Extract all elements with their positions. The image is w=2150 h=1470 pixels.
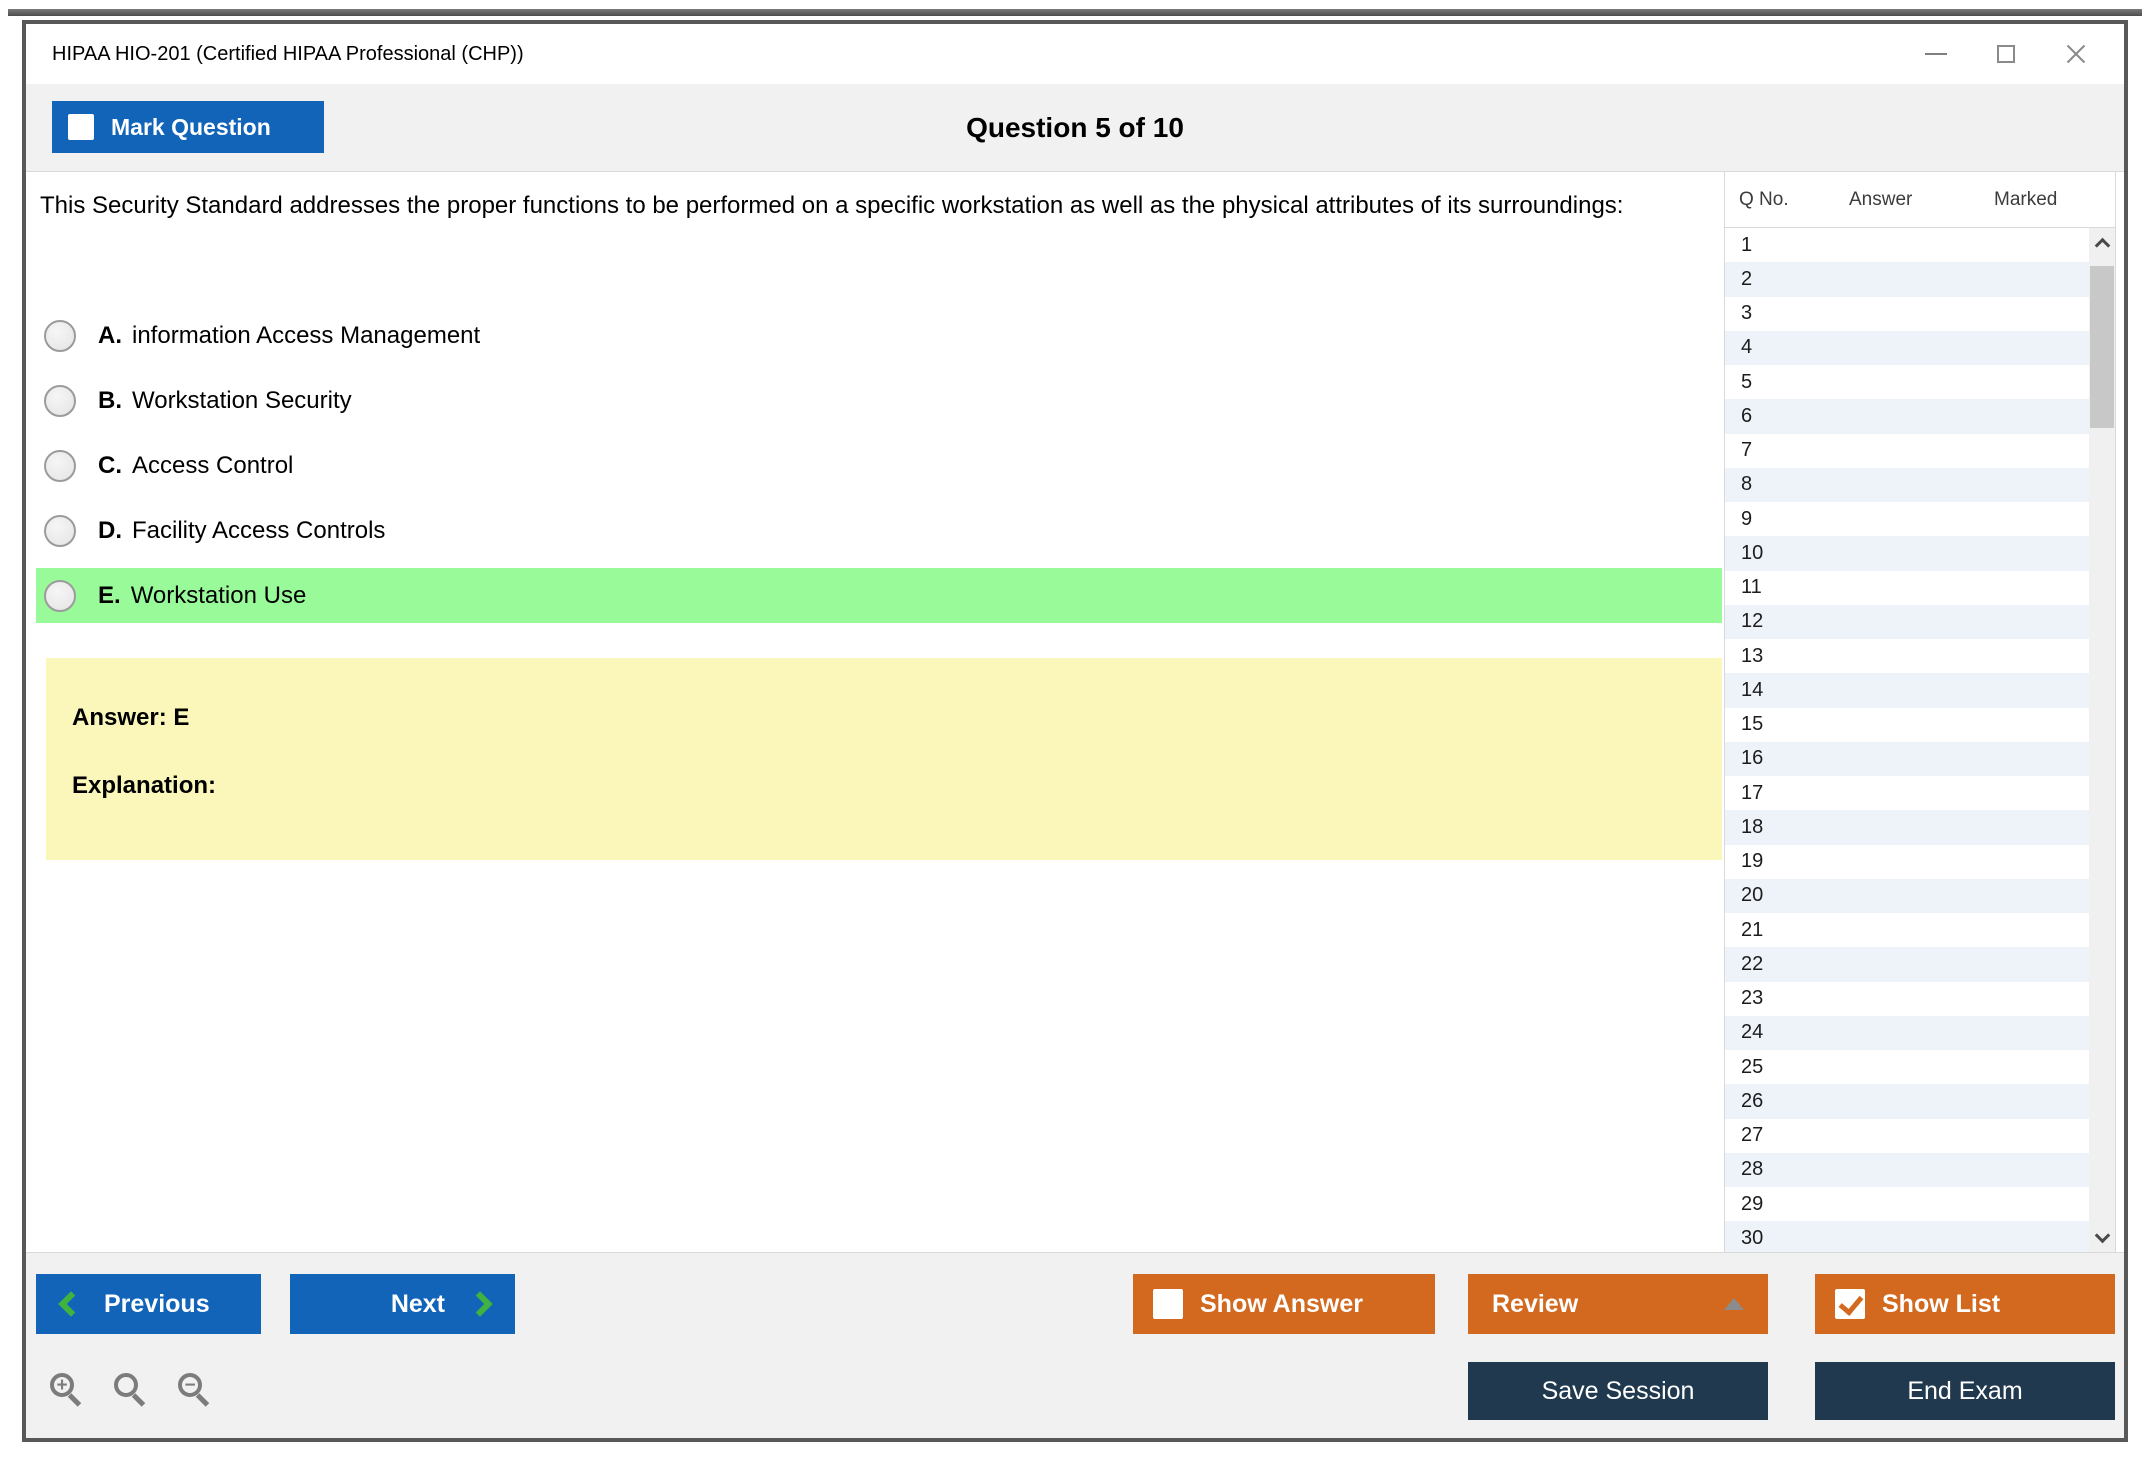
row-question-number: 29: [1741, 1192, 1764, 1215]
option-row[interactable]: [36, 373, 1722, 428]
row-question-number: 18: [1741, 815, 1764, 838]
next-label: Next: [390, 1289, 445, 1318]
option-letter: D.: [98, 516, 122, 544]
radio-icon[interactable]: [44, 580, 76, 612]
column-marked: Marked: [1994, 188, 2058, 210]
review-button[interactable]: [1468, 1274, 1768, 1334]
question-text: This Security Standard addresses the proper functions to be performed on a specific workstation as well as the physical attributes of its surroundings:: [40, 192, 1624, 219]
row-question-number: 13: [1741, 644, 1764, 667]
question-counter: Question 5 of 10: [966, 112, 1184, 143]
question-list-row[interactable]: [1725, 708, 2089, 742]
footer-bar: [26, 1252, 2124, 1438]
scroll-down-button[interactable]: [2089, 1222, 2115, 1252]
option-text: Workstation Use: [130, 581, 307, 609]
question-list-row[interactable]: [1725, 468, 2089, 502]
list-scrollbar[interactable]: [2089, 228, 2115, 1252]
row-question-number: 7: [1741, 439, 1753, 462]
row-question-number: 19: [1741, 850, 1764, 873]
row-question-number: 6: [1741, 404, 1753, 427]
title-bar: [26, 24, 2124, 84]
zoom-in-handle: [68, 1393, 81, 1406]
question-list-header: [1725, 172, 2115, 228]
background-window-edge: [8, 9, 2142, 16]
row-question-number: 5: [1741, 370, 1753, 393]
option-row[interactable]: [36, 568, 1722, 623]
header-band: [26, 84, 2124, 172]
column-answer: Answer: [1849, 188, 1913, 210]
column-q-no: Q No.: [1739, 188, 1789, 210]
row-question-number: 9: [1741, 507, 1753, 530]
question-list-row[interactable]: [1725, 571, 2089, 605]
question-list-row[interactable]: [1725, 365, 2089, 399]
row-question-number: 15: [1741, 713, 1764, 736]
chevron-left-icon: [58, 1291, 83, 1316]
option-row[interactable]: [36, 503, 1722, 558]
question-list-row[interactable]: [1725, 1050, 2089, 1084]
row-question-number: 26: [1741, 1089, 1764, 1112]
maximize-button[interactable]: [1994, 42, 2018, 66]
app-window: [22, 20, 2128, 1442]
question-list-panel: [1724, 172, 2116, 1252]
answer-explanation-box: [46, 658, 1722, 860]
review-label: Review: [1492, 1289, 1579, 1318]
zoom-out-handle: [196, 1393, 209, 1406]
option-letter: E.: [98, 581, 121, 609]
option-text: Workstation Security: [132, 386, 352, 414]
option-row[interactable]: [36, 438, 1722, 493]
row-question-number: 2: [1741, 267, 1753, 290]
triangle-up-icon: [1724, 1298, 1744, 1310]
mark-question-button[interactable]: [52, 101, 324, 153]
zoom-in-button[interactable]: [48, 1371, 86, 1409]
zoom-tools: [48, 1371, 214, 1409]
row-question-number: 25: [1741, 1055, 1764, 1078]
question-list-row[interactable]: [1725, 399, 2089, 433]
question-list-row[interactable]: [1725, 434, 2089, 468]
options-list: [36, 308, 1722, 633]
option-text: Facility Access Controls: [132, 516, 386, 544]
maximize-icon: [1997, 45, 2015, 63]
minimize-button[interactable]: [1924, 42, 1948, 66]
show-list-button[interactable]: [1815, 1274, 2115, 1334]
show-answer-button[interactable]: [1133, 1274, 1435, 1334]
question-list-row[interactable]: [1725, 536, 2089, 570]
option-text: information Access Management: [132, 321, 481, 349]
row-question-number: 17: [1741, 781, 1764, 804]
question-list-row[interactable]: [1725, 1187, 2089, 1221]
next-button[interactable]: [290, 1274, 515, 1334]
question-list-row[interactable]: [1725, 1016, 2089, 1050]
question-list-row[interactable]: [1725, 913, 2089, 947]
question-list-row[interactable]: [1725, 845, 2089, 879]
row-question-number: 12: [1741, 610, 1764, 633]
zoom-out-button[interactable]: [176, 1371, 214, 1409]
question-list-row[interactable]: [1725, 673, 2089, 707]
question-list-row[interactable]: [1725, 1084, 2089, 1118]
question-list-row[interactable]: [1725, 502, 2089, 536]
answer-label: Answer: E: [72, 704, 190, 731]
show-list-label: Show List: [1882, 1289, 2001, 1318]
content-area: [26, 172, 2124, 1252]
question-list-row[interactable]: [1725, 1153, 2089, 1187]
radio-icon[interactable]: [44, 515, 76, 547]
question-list-row[interactable]: [1725, 639, 2089, 673]
zoom-out-icon: −: [178, 1373, 202, 1397]
radio-icon[interactable]: [44, 385, 76, 417]
save-session-button[interactable]: [1468, 1362, 1768, 1420]
question-list-body: [1725, 228, 2089, 1252]
row-question-number: 24: [1741, 1021, 1764, 1044]
close-button[interactable]: [2064, 42, 2088, 66]
radio-icon[interactable]: [44, 320, 76, 352]
question-list-row[interactable]: [1725, 228, 2089, 262]
explanation-label: Explanation:: [72, 772, 217, 799]
mark-question-label: Mark Question: [111, 113, 271, 140]
row-question-number: 8: [1741, 473, 1753, 496]
chevron-down-icon: [2094, 1227, 2110, 1243]
show-answer-checkbox[interactable]: [1153, 1289, 1183, 1319]
row-question-number: 20: [1741, 884, 1764, 907]
option-letter: C.: [98, 451, 122, 479]
chevron-up-icon: [2094, 237, 2110, 253]
question-list-row[interactable]: [1725, 947, 2089, 981]
question-panel: [26, 172, 1724, 1252]
row-question-number: 16: [1741, 747, 1764, 770]
question-list-row[interactable]: [1725, 982, 2089, 1016]
minimize-icon: [1925, 53, 1947, 55]
zoom-reset-handle: [132, 1393, 145, 1406]
window-controls: [1924, 24, 2088, 84]
scroll-up-button[interactable]: [2089, 228, 2115, 258]
previous-button[interactable]: [36, 1274, 261, 1334]
question-list-row[interactable]: [1725, 776, 2089, 810]
option-letter: B.: [98, 386, 122, 414]
question-list-row[interactable]: [1725, 1119, 2089, 1153]
row-question-number: 28: [1741, 1158, 1764, 1181]
row-question-number: 21: [1741, 918, 1764, 941]
radio-icon[interactable]: [44, 450, 76, 482]
question-list-row[interactable]: [1725, 605, 2089, 639]
mark-question-checkbox[interactable]: [68, 114, 94, 140]
end-exam-label: End Exam: [1907, 1376, 2023, 1405]
row-question-number: 14: [1741, 678, 1764, 701]
close-icon: [2065, 43, 2087, 65]
row-question-number: 11: [1741, 576, 1762, 599]
row-question-number: 30: [1741, 1226, 1764, 1249]
show-answer-label: Show Answer: [1200, 1289, 1363, 1318]
option-row[interactable]: [36, 308, 1722, 363]
question-list-row[interactable]: [1725, 262, 2089, 296]
question-list-row[interactable]: [1725, 1221, 2089, 1252]
question-list-row[interactable]: [1725, 742, 2089, 776]
chevron-right-icon: [467, 1291, 492, 1316]
row-question-number: 23: [1741, 987, 1764, 1010]
row-question-number: 27: [1741, 1124, 1764, 1147]
option-text: Access Control: [132, 451, 294, 479]
scrollbar-thumb[interactable]: [2090, 266, 2114, 428]
question-list-row[interactable]: [1725, 297, 2089, 331]
row-question-number: 1: [1741, 233, 1753, 256]
previous-label: Previous: [104, 1289, 210, 1318]
window-title: HIPAA HIO-201 (Certified HIPAA Professional (CHP)): [52, 43, 524, 65]
option-letter: A.: [98, 321, 122, 349]
save-session-label: Save Session: [1541, 1376, 1695, 1405]
show-list-checkbox[interactable]: [1835, 1289, 1865, 1319]
row-question-number: 10: [1741, 541, 1764, 564]
question-list-row[interactable]: [1725, 879, 2089, 913]
zoom-reset-button[interactable]: [112, 1371, 150, 1409]
question-list-row[interactable]: [1725, 331, 2089, 365]
row-question-number: 22: [1741, 952, 1764, 975]
row-question-number: 4: [1741, 336, 1753, 359]
question-list-row[interactable]: [1725, 810, 2089, 844]
row-question-number: 3: [1741, 302, 1753, 325]
end-exam-button[interactable]: [1815, 1362, 2115, 1420]
zoom-in-icon: +: [50, 1373, 74, 1397]
